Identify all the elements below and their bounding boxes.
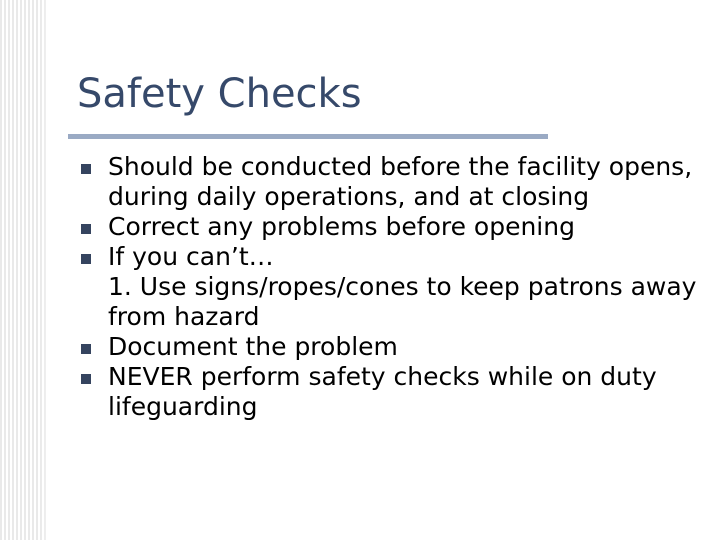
decorative-fade xyxy=(0,0,70,540)
bullet-text: Should be conducted before the facility opens, during daily operations, and at closing xyxy=(108,152,693,211)
bullet-text: Correct any problems before opening xyxy=(108,212,575,241)
bullet-text: Document the problem xyxy=(108,332,398,361)
title-underline xyxy=(68,134,548,139)
bullet-list xyxy=(78,152,708,422)
square-bullet-icon xyxy=(81,254,91,264)
bullet-item xyxy=(78,152,708,212)
square-bullet-icon xyxy=(81,374,91,384)
slide-title: Safety Checks xyxy=(77,71,362,117)
bullet-item xyxy=(78,242,708,332)
bullet-item xyxy=(78,332,708,362)
bullet-text: NEVER perform safety checks while on duty lifeguarding xyxy=(108,362,657,421)
square-bullet-icon xyxy=(81,164,91,174)
bullet-text: If you can’t… xyxy=(108,242,274,271)
numbered-sub-item: 1. Use signs/ropes/cones to keep patrons away from hazard xyxy=(108,272,697,331)
square-bullet-icon xyxy=(81,344,91,354)
square-bullet-icon xyxy=(81,224,91,234)
bullet-item xyxy=(78,362,708,422)
bullet-item xyxy=(78,212,708,242)
